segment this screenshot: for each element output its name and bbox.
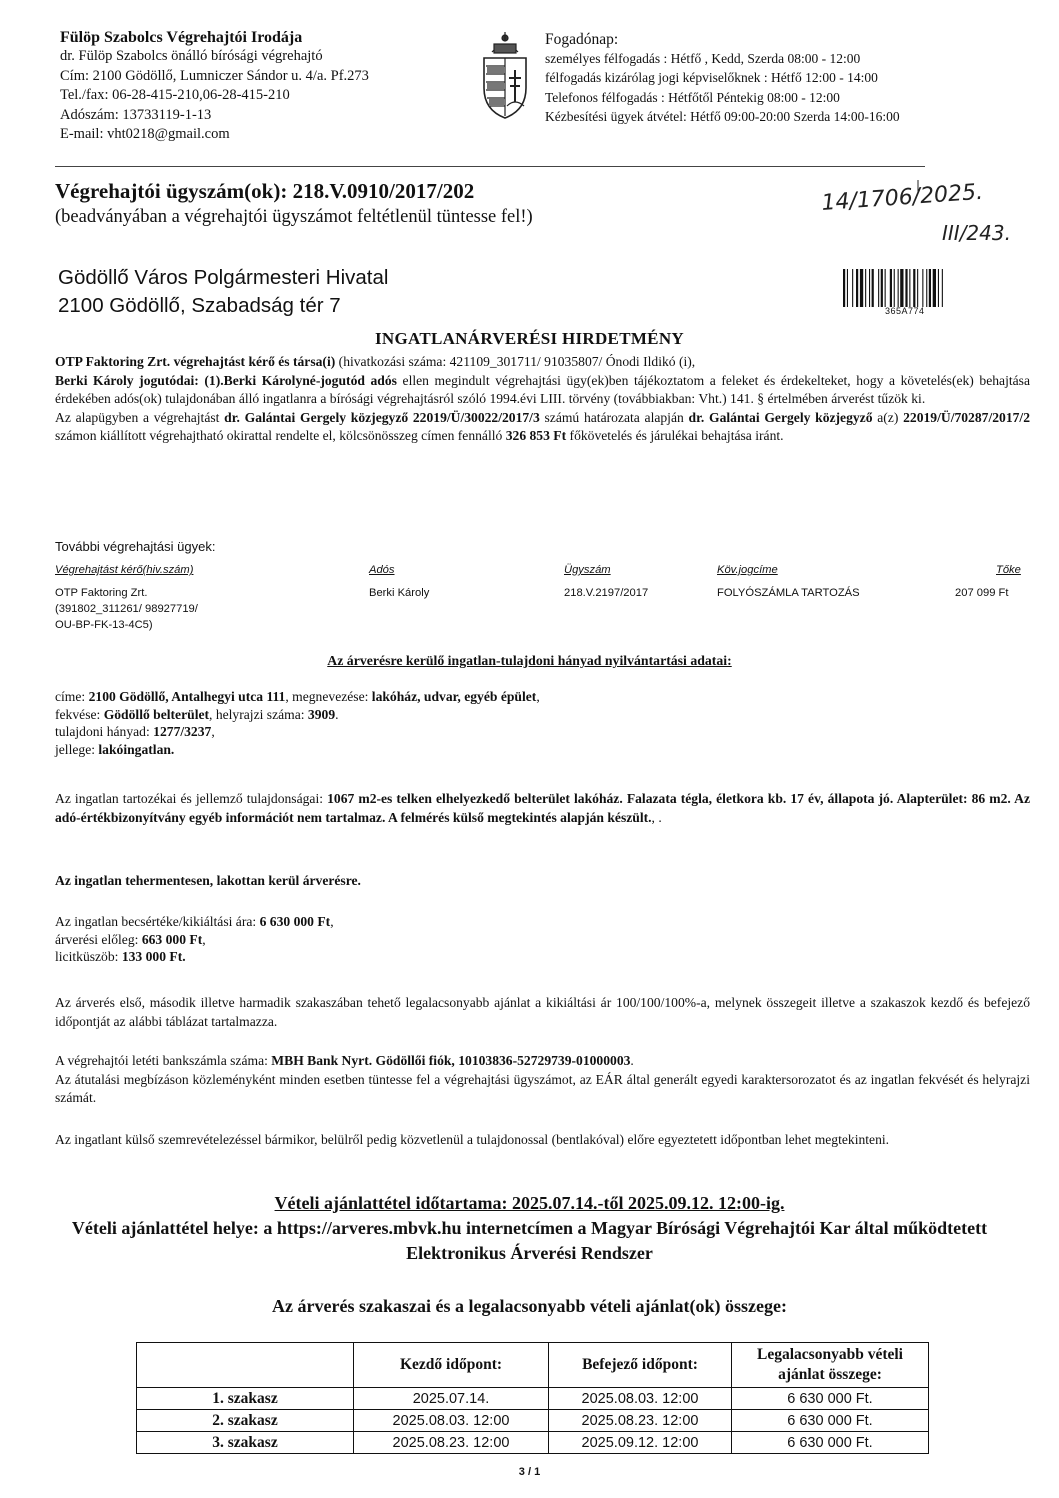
office-info xyxy=(60,28,480,144)
svg-text:III/243.: III/243. xyxy=(942,221,1011,245)
reception-line: félfogadás kizárólag jogi képviselőknek : Hétfő 12:00 - 14:00 xyxy=(545,70,878,86)
notice-intro xyxy=(55,353,1030,446)
table-cell: 6 630 000 Ft. xyxy=(732,1388,929,1410)
auction-table-title: Az árverés szakaszai és a legalacsonyabb vételi ajánlat(ok) összege: xyxy=(272,1296,787,1316)
office-tax-number: Adószám: 13733119-1-13 xyxy=(60,106,212,123)
office-telfax: Tel./fax: 06-28-415-210,06-28-415-210 xyxy=(60,87,290,104)
table-cell: 2. szakasz xyxy=(137,1410,354,1432)
reception-hours xyxy=(545,30,1025,126)
further-cases-header-debtor: Adós xyxy=(369,564,395,576)
table-row xyxy=(137,1410,929,1432)
table-cell: 2025.09.12. 12:00 xyxy=(549,1432,732,1454)
bidding-period-place: Vételi ajánlattétel helye: a https://arveres.mbvk.hu internetcímen a Magyar Bírósági Végrehajtói Kar által működtetett Elektronikus Árverési Rendszer xyxy=(71,1218,988,1263)
office-email: E-mail: vht0218@gmail.com xyxy=(60,126,230,143)
table-cell: 2025.08.23. 12:00 xyxy=(354,1432,549,1454)
further-case-capital: 207 099 Ft xyxy=(955,587,1009,599)
viewing-info: Az ingatlant külső szemrevételezéssel bármikor, belülről pedig közvetlenül a tulajdonossal (bentlakóval) előre egyeztetett időpontban lehet megtekinteni. xyxy=(55,1132,890,1147)
table-cell: 3. szakasz xyxy=(137,1432,354,1454)
further-case-claim: FOLYÓSZÁMLA TARTOZÁS xyxy=(717,587,860,599)
bank-transfer-note: Az átutalási megbízáson közleményként minden esetben tüntesse fel a végrehajtási ügyszámot, az EÁR által generált egyedi karaktersorozatot és az ingatlan fekvését és helyrajzi számát. xyxy=(55,1071,1030,1105)
property-status: Az ingatlan tehermentesen, lakottan kerül árverésre. xyxy=(55,873,361,888)
office-address: Cím: 2100 Gödöllő, Lumniczer Sándor u. 4/a. Pf.273 xyxy=(60,67,369,84)
hungarian-coat-of-arms-icon xyxy=(474,30,536,122)
property-features: Az ingatlan tartozékai és jellemző tulajdonságai: 1067 m2-es telken elhelyezkedő belterület lakóház. Falazata tégla, életkora kb. 17 év, állapota jó. Alapterület: 86 m2. Az adó-értékbizonyítvány egyéb információt nem tartalmaz. A felmérés külső megtekintés alapján készült., . xyxy=(55,791,1031,825)
estimate-line: Az ingatlan becsértéke/kikiáltási ára: 6 630 000 Ft, xyxy=(55,914,334,929)
table-cell: 2025.08.03. 12:00 xyxy=(354,1410,549,1432)
bid-step-line: licitküszöb: 133 000 Ft. xyxy=(55,949,186,964)
intro-line-debtor: Berki Károly jogutódai: (1).Berki Károlyné-jogutód adós ellen megindult végrehajtási ügy(ek)ben tájékoztatom a feleket és érdekelteket, hogy a követelés(ek) behajtása érdekében adós(ok) tulajdonában álló ingatlanra a bírósági végrehajtásról szóló 1994.évi LIII. törvény (továbbiakban: Vht.) 141. § értelmében árverést tűzök ki. xyxy=(55,372,1030,406)
further-case-creditor: OTP Faktoring Zrt. (391802_311261/ 98927719/ OU-BP-FK-13-4C5) xyxy=(55,587,198,631)
property-share-line: tulajdoni hányad: 1277/3237, xyxy=(55,724,215,739)
property-location-line: fekvése: Gödöllő belterület, helyrajzi száma: 3909. xyxy=(55,706,339,722)
table-header-cell: Befejező időpont: xyxy=(549,1343,732,1388)
case-number-block xyxy=(55,178,775,230)
table-cell: 1. szakasz xyxy=(137,1388,354,1410)
property-address-line: címe: 2100 Gödöllő, Antalhegyi utca 111, megnevezése: lakóház, udvar, egyéb épület, xyxy=(55,689,540,704)
intro-line-creditor: OTP Faktoring Zrt. végrehajtást kérő és társa(i) (hivatkozási száma: 421109_301711/ 91035807/ Ónodi Ildikó (i), xyxy=(55,354,696,369)
header-divider xyxy=(55,166,925,167)
handwritten-registration-mark xyxy=(818,180,1038,250)
further-cases-header-capital: Tőke xyxy=(996,564,1021,576)
addressee-address: 2100 Gödöllő, Szabadság tér 7 xyxy=(58,294,341,317)
intro-line-basis: Az alapügyben a végrehajtást dr. Galántai Gergely közjegyző 22019/Ü/30022/2017/3 számú határozata alapján dr. Galántai Gergely közjegyző a(z) 22019/Ü/70287/2017/2 számon kiállított végrehajtható okirattal rendelte el, kölcsönösszeg címen fennálló 326 853 Ft főkövetelés és járulékai behajtása iránt. xyxy=(55,409,1030,443)
reception-line: Kézbesítési ügyek átvétel: Hétfő 09:00-20:00 Szerda 14:00-16:00 xyxy=(545,108,900,124)
bids-info: Az árverés első, második illetve harmadik szakaszában tehető legalacsonyabb ajánlat a kikiáltási ár 100/100/100%-a, melynek összegeit illetve a szakaszok kezdő és befejező időpontját az alábbi táblázat tartalmazza. xyxy=(55,995,1030,1029)
table-header-cell xyxy=(137,1343,354,1388)
case-note: (beadványában a végrehajtói ügyszámot feltétlenül tüntesse fel!) xyxy=(55,207,533,227)
bidding-period xyxy=(0,1191,1059,1266)
deposit-line: árverési előleg: 663 000 Ft, xyxy=(55,931,206,947)
page-number: 3 / 1 xyxy=(518,1466,541,1478)
svg-text:14/1706/2025.: 14/1706/2025. xyxy=(820,180,984,216)
further-cases-header-claim: Köv.jogcíme xyxy=(717,564,778,576)
property-type-line: jellege: lakóingatlan. xyxy=(55,741,175,757)
bailiff-name: dr. Fülöp Szabolcs önálló bírósági végrehajtó xyxy=(60,48,323,65)
bank-info xyxy=(55,1052,1030,1108)
property-prices xyxy=(55,913,334,966)
addressee xyxy=(58,264,388,320)
auction-stages-table xyxy=(136,1342,929,1454)
table-header-cell: Kezdő időpont: xyxy=(354,1343,549,1388)
table-row xyxy=(137,1388,929,1410)
property-data xyxy=(55,688,540,758)
table-cell: 2025.08.23. 12:00 xyxy=(549,1410,732,1432)
case-number: Végrehajtói ügyszám(ok): 218.V.0910/2017/202 xyxy=(55,179,475,203)
further-case-case-no: 218.V.2197/2017 xyxy=(564,587,649,599)
addressee-name: Gödöllő Város Polgármesteri Hivatal xyxy=(58,266,389,289)
bank-account-line: A végrehajtói letéti bankszámla száma: MBH Bank Nyrt. Gödöllői fiók, 10103836-52729739-01000003. xyxy=(55,1053,634,1068)
table-cell: 6 630 000 Ft. xyxy=(732,1432,929,1454)
property-section-title: Az árverésre kerülő ingatlan-tulajdoni hányad nyilvántartási adatai: xyxy=(327,653,732,668)
further-case-debtor: Berki Károly xyxy=(369,587,430,599)
further-cases-header-case-no: Ügyszám xyxy=(564,564,611,576)
table-cell: 2025.08.03. 12:00 xyxy=(549,1388,732,1410)
notice-title: INGATLANÁRVERÉSI HIRDETMÉNY xyxy=(375,329,684,348)
table-header-cell: Legalacsonyabb vételi ajánlat összege: xyxy=(732,1343,929,1388)
barcode-text: 365A774 xyxy=(885,306,925,316)
table-cell: 6 630 000 Ft. xyxy=(732,1410,929,1432)
reception-line: Telefonos félfogadás : Hétfőtől Péntekig 08:00 - 12:00 xyxy=(545,89,840,105)
reception-title: Fogadónap: xyxy=(545,31,619,48)
office-name: Fülöp Szabolcs Végrehajtói Irodája xyxy=(60,29,303,46)
bidding-period-duration: Vételi ajánlattétel időtartama: 2025.07.14.-től 2025.09.12. 12:00-ig. xyxy=(274,1193,785,1213)
table-cell: 2025.07.14. xyxy=(354,1388,549,1410)
table-row xyxy=(137,1432,929,1454)
further-cases-label: További végrehajtási ügyek: xyxy=(55,539,216,554)
reception-line: személyes félfogadás : Hétfő , Kedd, Szerda 08:00 - 12:00 xyxy=(545,51,861,67)
further-cases-header-creditor: Végrehajtást kérő(hiv.szám) xyxy=(55,564,194,576)
table-header-row xyxy=(137,1343,929,1388)
